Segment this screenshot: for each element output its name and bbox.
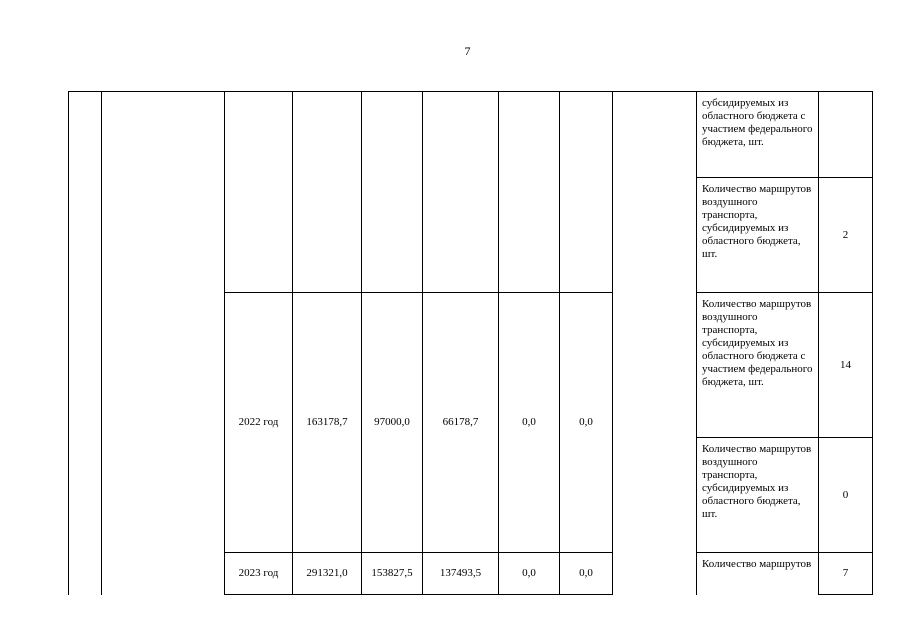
indicator-text: Количество маршрутов воздушного транспорта, субсидируемых из областного бюджета с участием федерального бюджета, шт. xyxy=(697,293,819,438)
indicator-text: субсидируемых из областного бюджета с участием федерального бюджета, шт. xyxy=(697,92,819,178)
total-cell-empty xyxy=(293,92,362,293)
local-cell-empty xyxy=(499,92,560,293)
program-table xyxy=(68,91,873,595)
regional-amount-cell: 66178,7 xyxy=(423,293,499,553)
other-amount-cell: 0,0 xyxy=(560,553,613,595)
regional-amount-cell: 137493,5 xyxy=(423,553,499,595)
year-cell: 2023 год xyxy=(225,553,293,595)
number-cell xyxy=(69,92,102,595)
federal-amount-cell: 153827,5 xyxy=(362,553,423,595)
year-cell: 2022 год xyxy=(225,293,293,553)
federal-amount-cell: 97000,0 xyxy=(362,293,423,553)
executor-cell xyxy=(613,92,697,595)
year-cell-empty xyxy=(225,92,293,293)
page-number: 7 xyxy=(464,44,471,58)
measure-name-cell xyxy=(102,92,225,595)
other-cell-empty xyxy=(560,92,613,293)
total-amount-cell: 291321,0 xyxy=(293,553,362,595)
federal-cell-empty xyxy=(362,92,423,293)
indicator-text: Количество маршрутов воздушного транспорта, субсидируемых из областного бюджета, шт. xyxy=(697,438,819,553)
regional-cell-empty xyxy=(423,92,499,293)
indicator-value: 7 xyxy=(819,553,873,595)
local-amount-cell: 0,0 xyxy=(499,553,560,595)
indicator-value xyxy=(819,92,873,178)
indicator-text: Количество маршрутов воздушного транспорта, субсидируемых из областного бюджета, шт. xyxy=(697,178,819,293)
indicator-value: 2 xyxy=(819,178,873,293)
total-amount-cell: 163178,7 xyxy=(293,293,362,553)
indicator-text: Количество маршрутов xyxy=(697,553,819,595)
table-row xyxy=(69,92,873,178)
indicator-value: 14 xyxy=(819,293,873,438)
local-amount-cell: 0,0 xyxy=(499,293,560,553)
indicator-value: 0 xyxy=(819,438,873,553)
other-amount-cell: 0,0 xyxy=(560,293,613,553)
